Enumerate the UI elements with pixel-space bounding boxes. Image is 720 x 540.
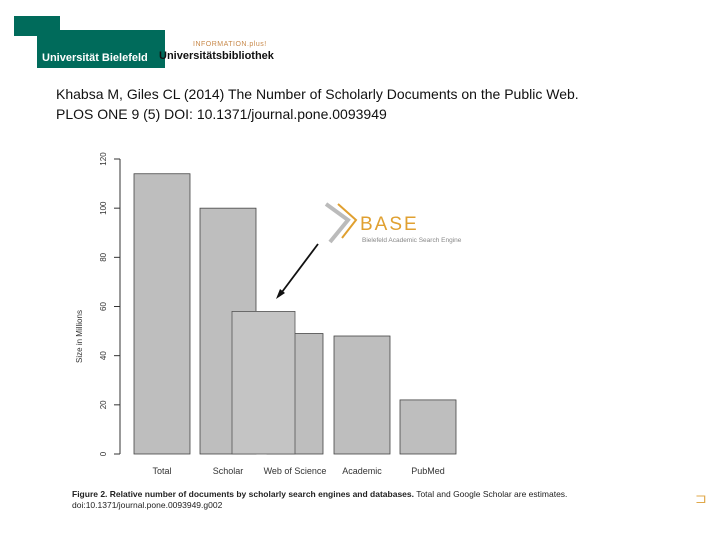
- logo-university-text: Universität Bielefeld: [42, 52, 148, 64]
- logo-tagline: INFORMATION.plus!: [193, 41, 267, 48]
- caption-doi: doi:10.1371/journal.pone.0093949.g002: [72, 500, 223, 510]
- y-tick-label: 80: [99, 252, 108, 262]
- y-tick-label: 60: [99, 302, 108, 311]
- y-axis-label: Size in Millions: [75, 310, 84, 363]
- y-tick-label: 120: [99, 152, 108, 166]
- x-tick-label: Total: [152, 466, 172, 476]
- slide-mark-icon: ⊐: [695, 490, 707, 506]
- logo-library: Universitätsbibliothek: [159, 50, 274, 62]
- base-logo-name: BASE: [360, 214, 419, 235]
- figure-caption: [72, 489, 567, 511]
- x-tick-label: PubMed: [411, 466, 445, 476]
- bar-pubmed: [400, 400, 456, 454]
- y-tick-label: 40: [99, 351, 108, 361]
- arrow-line: [279, 244, 318, 296]
- x-tick-label: Scholar: [212, 466, 244, 476]
- base-logo-subtitle: Bielefeld Academic Search Engine: [362, 237, 462, 244]
- citation-line2: PLOS ONE 9 (5) DOI: 10.1371/journal.pone.0093949: [56, 106, 387, 122]
- y-tick-label: 100: [99, 201, 108, 215]
- bar-base-overlay: [232, 311, 295, 454]
- caption-bold: Figure 2. Relative number of documents by scholarly search engines and databases.: [72, 489, 414, 499]
- caption-normal: Total and Google Scholar are estimates.: [414, 489, 568, 499]
- x-tick-label: Web of Science: [263, 466, 327, 476]
- bar-total: [134, 174, 190, 454]
- bar-academic: [334, 336, 390, 454]
- y-tick-label: 0: [99, 451, 108, 457]
- citation-line1: Khabsa M, Giles CL (2014) The Number of Scholarly Documents on the Public Web.: [56, 86, 579, 102]
- y-tick-label: 20: [99, 400, 108, 410]
- x-tick-label: Academic: [342, 466, 382, 476]
